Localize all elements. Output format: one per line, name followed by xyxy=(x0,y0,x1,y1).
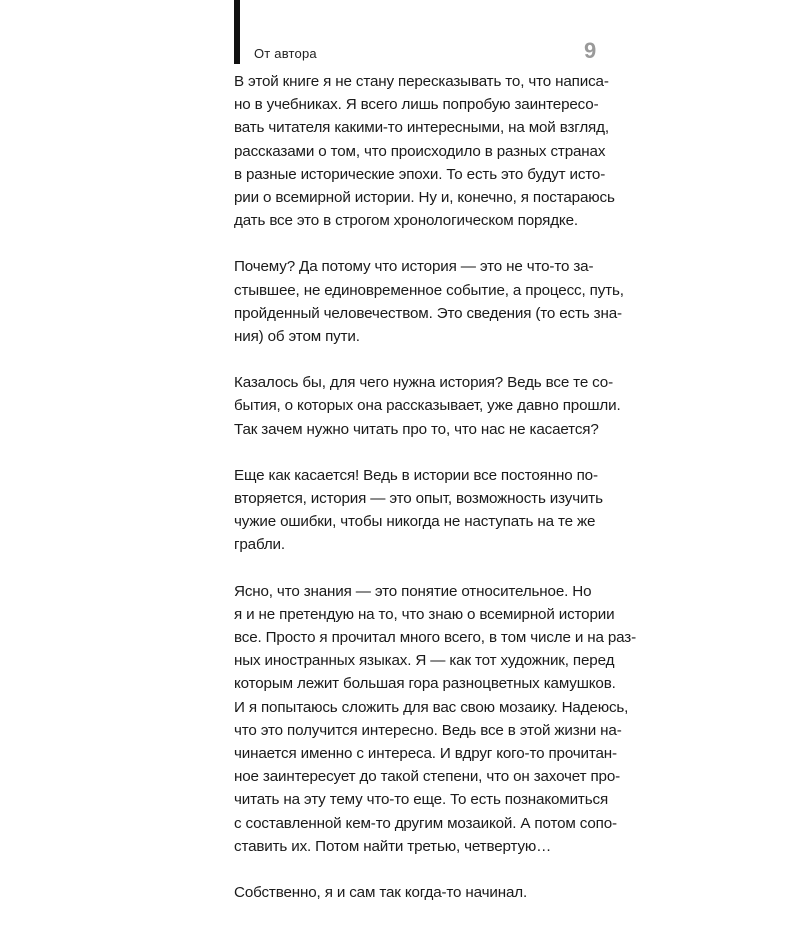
paragraph xyxy=(234,371,621,441)
text-line: Почему? Да потому что история — это не что-то за- xyxy=(234,258,594,276)
text-line: стывшее, не единовременное событие, а процесс, путь, xyxy=(234,281,624,299)
text-line: чинается именно с интереса. И вдруг кого-то прочитан- xyxy=(234,745,617,763)
paragraph xyxy=(234,255,624,348)
text-line: читать на эту тему что-то еще. То есть познакомиться xyxy=(234,791,609,809)
text-line: вторяется, история — это опыт, возможность изучить xyxy=(234,490,603,508)
text-line: чужие ошибки, чтобы никогда не наступать на те же xyxy=(234,513,596,531)
text-line: ное заинтересует до такой степени, что он захочет про- xyxy=(234,768,621,786)
text-line: я и не претендую на то, что знаю о всемирной истории xyxy=(234,605,615,623)
paragraph xyxy=(234,464,604,557)
text-line: но в учебниках. Я всего лишь попробую заинтересо- xyxy=(234,96,599,114)
text-line: Так зачем нужно читать про то, что нас не касается? xyxy=(234,420,599,438)
text-line: дать все это в строгом хронологическом порядке. xyxy=(234,212,578,230)
page-number: 9 xyxy=(584,38,597,63)
paragraph xyxy=(234,580,636,858)
header-rule xyxy=(234,0,240,64)
text-line: Ясно, что знания — это понятие относительное. Но xyxy=(234,582,592,600)
text-line: Еще как касается! Ведь в истории все постоянно по- xyxy=(234,466,598,484)
paragraph xyxy=(234,70,615,232)
text-line: которым лежит большая гора разноцветных камушков. xyxy=(234,675,616,693)
paragraph xyxy=(234,881,604,904)
text-line: И я попытаюсь сложить для вас свою мозаику. Надеюсь, xyxy=(234,698,629,716)
body-text xyxy=(234,70,636,927)
text-line: ния) об этом пути. xyxy=(234,328,360,346)
text-line: ных иностранных языках. Я — как тот художник, перед xyxy=(234,652,615,670)
text-line: рассказами о том, что происходило в разных странах xyxy=(234,142,606,160)
text-line: пройденный человечеством. Это сведения (то есть зна- xyxy=(234,304,622,322)
text-line: вать читателя какими-то интересными, на мой взгляд, xyxy=(234,119,609,137)
text-line: В этой книге я не стану пересказывать то, что написа- xyxy=(234,73,609,90)
text-line: что это получится интересно. Ведь все в этой жизни на- xyxy=(234,721,622,739)
text-line: все. Просто я прочитал много всего, в том числе и на раз- xyxy=(234,629,636,647)
text-line: с составленной кем-то другим мозаикой. А потом сопо- xyxy=(234,814,617,832)
text-line: Собственно, я и сам так когда-то начинал. xyxy=(234,884,528,902)
text-line: ставить их. Потом найти третью, четвертую… xyxy=(234,837,552,855)
text-line: рии о всемирной истории. Ну и, конечно, я постараюсь xyxy=(234,189,615,207)
text-line: грабли. xyxy=(234,536,285,554)
text-line: Казалось бы, для чего нужна история? Ведь все те со- xyxy=(234,374,613,392)
text-line: бытия, о которых она рассказывает, уже давно прошли. xyxy=(234,397,621,415)
running-head: От автора xyxy=(254,46,317,61)
text-line: в разные исторические эпохи. То есть это будут исто- xyxy=(234,165,606,183)
